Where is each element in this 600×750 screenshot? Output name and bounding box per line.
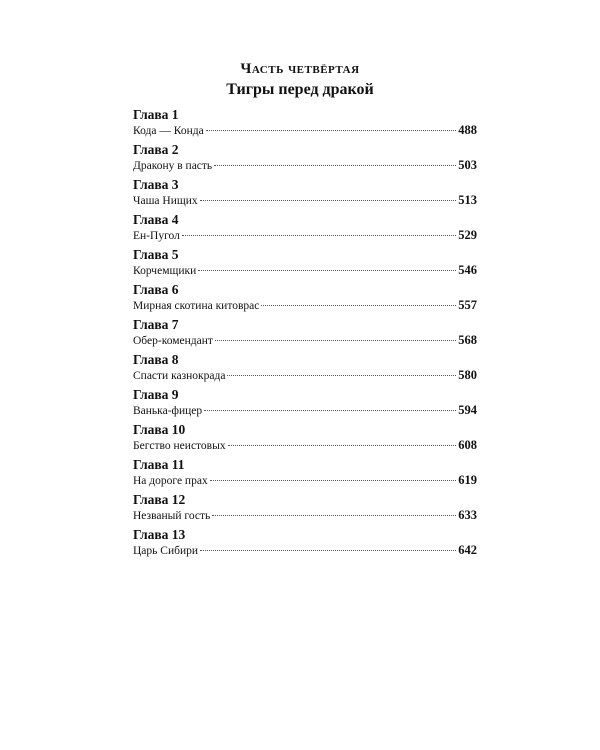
chapter-line: [133, 333, 477, 348]
dot-leader: [198, 270, 456, 271]
toc-entry: [133, 422, 477, 457]
dot-leader: [261, 305, 456, 306]
chapter-title: Ен-Пугол: [133, 230, 180, 242]
chapter-title: Корчемщики: [133, 265, 197, 277]
chapter-page-number: 503: [458, 158, 477, 172]
chapter-label: Глава 11: [133, 457, 185, 472]
dot-leader: [204, 410, 456, 411]
chapter-label: Глава 3: [133, 177, 179, 192]
chapter-page-number: 529: [458, 228, 477, 242]
chapter-title: Обер-комендант: [133, 335, 213, 347]
chapter-label: Глава 5: [133, 247, 179, 262]
dot-leader: [206, 130, 457, 131]
chapter-line: [133, 123, 477, 138]
dot-leader: [214, 165, 456, 166]
dot-leader: [215, 340, 456, 341]
toc-entry: [133, 282, 477, 317]
toc-entry: [133, 142, 477, 177]
chapter-label: Глава 7: [133, 317, 179, 332]
chapter-page-number: 642: [458, 543, 477, 557]
chapter-title: Чаша Нищих: [133, 195, 198, 207]
chapter-line: [133, 543, 477, 558]
toc-entry: [133, 492, 477, 527]
chapter-page-number: 557: [458, 298, 477, 312]
chapter-title: Дракону в пасть: [133, 160, 213, 172]
chapter-page-number: 513: [458, 193, 477, 207]
chapter-label: Глава 1: [133, 107, 179, 122]
chapter-label: Глава 13: [133, 527, 186, 542]
chapter-page-number: 594: [458, 403, 477, 417]
chapter-label: Глава 10: [133, 422, 186, 437]
toc-entry: [133, 107, 477, 142]
chapter-title: Мирная скотина китоврас: [133, 300, 260, 312]
chapter-page-number: 619: [458, 473, 477, 487]
dot-leader: [210, 480, 457, 481]
chapter-title: Царь Сибири: [133, 545, 199, 557]
chapter-line: [133, 158, 477, 173]
part-label: Часть четвёртая: [240, 61, 360, 77]
chapter-label: Глава 6: [133, 282, 179, 297]
toc-entry: [133, 212, 477, 247]
chapter-title: Ванька-фицер: [133, 405, 203, 417]
dot-leader: [200, 550, 456, 551]
part-header: [0, 60, 600, 100]
chapter-page-number: 633: [458, 508, 477, 522]
chapter-title: На дороге прах: [133, 475, 208, 487]
chapter-page-number: 488: [458, 123, 477, 137]
toc-entry: [133, 317, 477, 352]
chapter-line: [133, 193, 477, 208]
chapter-line: [133, 298, 477, 313]
chapter-line: [133, 263, 477, 278]
chapter-title: Спасти казнокрада: [133, 370, 226, 382]
chapter-label: Глава 2: [133, 142, 179, 157]
dot-leader: [212, 515, 456, 516]
chapter-line: [133, 438, 477, 453]
chapter-line: [133, 368, 477, 383]
chapter-label: Глава 8: [133, 352, 179, 367]
chapter-line: [133, 508, 477, 523]
toc-entry: [133, 387, 477, 422]
toc-entry: [133, 352, 477, 387]
chapter-line: [133, 228, 477, 243]
table-of-contents: [133, 107, 477, 562]
chapter-title: Бегство неистовых: [133, 440, 226, 452]
toc-entry: [133, 247, 477, 282]
chapter-page-number: 580: [458, 368, 477, 382]
chapter-line: [133, 403, 477, 418]
chapter-line: [133, 473, 477, 488]
part-title: Тигры перед дракой: [226, 81, 374, 98]
dot-leader: [182, 235, 456, 236]
chapter-label: Глава 12: [133, 492, 186, 507]
chapter-label: Глава 9: [133, 387, 179, 402]
chapter-title: Кода — Конда: [133, 125, 204, 137]
chapter-title: Незваный гость: [133, 510, 211, 522]
chapter-page-number: 568: [458, 333, 477, 347]
toc-entry: [133, 457, 477, 492]
chapter-page-number: 608: [458, 438, 477, 452]
toc-entry: [133, 527, 477, 562]
chapter-label: Глава 4: [133, 212, 179, 227]
dot-leader: [200, 200, 457, 201]
toc-entry: [133, 177, 477, 212]
chapter-page-number: 546: [458, 263, 477, 277]
dot-leader: [228, 445, 457, 446]
dot-leader: [227, 375, 456, 376]
